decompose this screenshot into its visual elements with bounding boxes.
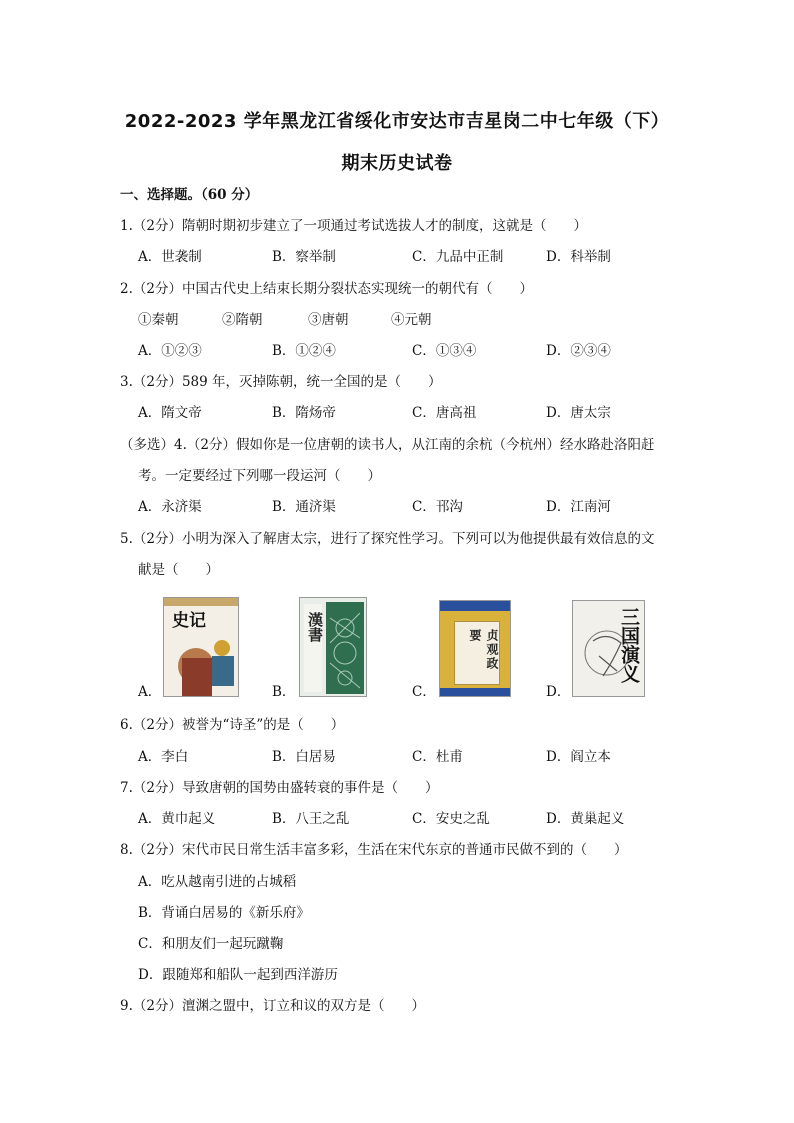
question-4-option-b[interactable]: B．通济渠 [272,499,336,515]
question-5-stem-line-1: 5.（2分）小明为深入了解唐太宗，进行了探究性学习。下列可以为他提供最有效信息的文 [120,531,655,547]
book-title-sanguoyanyi: 三国演义 [618,607,640,683]
book-cover-zhenguanzhengyao [439,600,511,697]
question-8-option-c[interactable]: C．和朋友们一起玩蹴鞠 [138,936,284,952]
question-8-option-d[interactable]: D．跟随郑和船队一起到西洋游历 [138,967,338,983]
question-1-stem: 1.（2分）隋朝时期初步建立了一项通过考试选拔人才的制度，这就是（ ） [120,218,587,234]
question-4-option-d[interactable]: D．江南河 [546,499,611,515]
question-2-item-2: ②隋朝 [222,312,263,328]
question-3-option-c[interactable]: C．唐高祖 [412,405,477,421]
question-4-stem-line-1: （多选）4.（2分）假如你是一位唐朝的读书人，从江南的余杭（今杭州）经水路赴洛阳赶 [120,437,655,453]
question-7-option-c[interactable]: C．安史之乱 [412,811,490,827]
question-2-option-d[interactable]: D．②③④ [546,343,611,359]
question-1-option-b[interactable]: B．察举制 [272,249,336,265]
question-5-option-c[interactable]: C． [412,684,436,700]
question-3-option-a[interactable]: A．隋文帝 [138,405,202,421]
question-6-stem: 6.（2分）被誉为“诗圣”的是（ ） [120,717,345,733]
book-cover-hanshu [299,597,367,697]
question-5-option-b[interactable]: B． [272,684,296,700]
question-8-option-a[interactable]: A．吃从越南引进的占城稻 [138,874,297,890]
question-5-option-a[interactable]: A． [138,684,162,700]
question-1-option-d[interactable]: D．科举制 [546,249,611,265]
question-2-stem: 2.（2分）中国古代史上结束长期分裂状态实现统一的朝代有（ ） [120,281,533,297]
question-5-option-d[interactable]: D． [546,684,571,700]
question-2-option-a[interactable]: A．①②③ [138,343,202,359]
question-2-option-b[interactable]: B．①②④ [272,343,336,359]
question-6-option-c[interactable]: C．杜甫 [412,749,463,765]
question-7-option-d[interactable]: D．黄巢起义 [546,811,625,827]
book-title-zhenguanzhengyao: 贞观政要 [468,629,499,671]
question-6-option-d[interactable]: D．阎立本 [546,749,611,765]
book-cover-shiji [163,597,239,697]
question-8-stem: 8.（2分）宋代市民日常生活丰富多彩，生活在宋代东京的普通市民做不到的（ ） [120,842,628,858]
question-4-option-c[interactable]: C．邗沟 [412,499,463,515]
question-3-option-b[interactable]: B．隋炀帝 [272,405,336,421]
question-3-stem: 3.（2分）589 年，灭掉陈朝，统一全国的是（ ） [120,374,442,390]
exam-subtitle: 期末历史试卷 [341,153,453,174]
question-1-option-c[interactable]: C．九品中正制 [412,249,504,265]
question-7-stem: 7.（2分）导致唐朝的国势由盛转衰的事件是（ ） [120,780,439,796]
question-8-option-b[interactable]: B．背诵白居易的《新乐府》 [138,905,310,921]
exam-title: 2022-2023 学年黑龙江省绥化市安达市吉星岗二中七年级（下） [124,111,670,132]
book-title-shiji: 史记 [172,611,206,631]
question-2-item-1: ①秦朝 [138,312,179,328]
question-5-stem-line-2: 献是（ ） [138,562,219,578]
question-9-stem: 9.（2分）澶渊之盟中，订立和议的双方是（ ） [120,998,425,1014]
question-6-option-a[interactable]: A．李白 [138,749,189,765]
question-2-option-c[interactable]: C．①③④ [412,343,477,359]
book-cover-sanguoyanyi [572,600,645,697]
question-2-item-3: ③唐朝 [308,312,349,328]
question-7-option-a[interactable]: A．黄巾起义 [138,811,216,827]
question-3-option-d[interactable]: D．唐太宗 [546,405,611,421]
section-heading: 一、选择题。（60 分） [120,187,259,203]
question-1-option-a[interactable]: A．世袭制 [138,249,202,265]
book-title-hanshu: 漢書 [306,612,324,642]
question-4-stem-line-2: 考。一定要经过下列哪一段运河（ ） [138,468,381,484]
question-2-item-4: ④元朝 [391,312,432,328]
question-6-option-b[interactable]: B．白居易 [272,749,336,765]
question-4-option-a[interactable]: A．永济渠 [138,499,202,515]
hanshu-pattern [300,598,367,697]
question-7-option-b[interactable]: B．八王之乱 [272,811,350,827]
